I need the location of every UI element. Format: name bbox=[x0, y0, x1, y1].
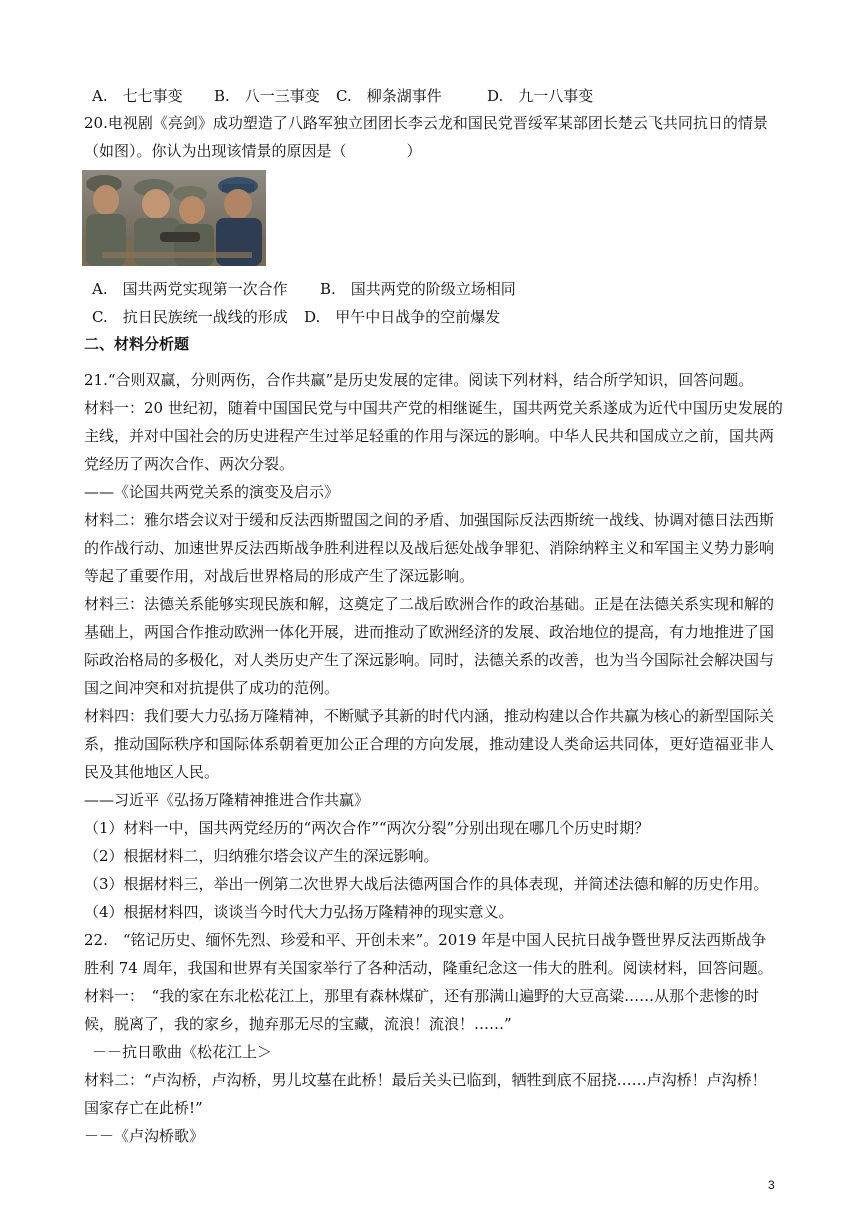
q21-material1-line2: 主线，并对中国社会的历史进程产生过举足轻重的作用与深远的影响。中华人民共和国成立之前，国共两 bbox=[84, 427, 775, 445]
q21-stem: 21.“合则双赢，分则两伤，合作共赢”是历史发展的定律。阅读下列材料，结合所学知识，回答问题。 bbox=[84, 371, 754, 389]
q19-option-a: A. 七七事变 bbox=[92, 87, 183, 105]
q21-material4-line3: 民及其他地区人民。 bbox=[84, 763, 220, 781]
page-number: 3 bbox=[768, 1178, 775, 1192]
q21-material4-line2: 系，推动国际秩序和国际体系朝着更加公正合理的方向发展，推动建设人类命运共同体，更好造福亚非人 bbox=[84, 735, 775, 753]
q21-material2-line3: 等起了重要作用，对战后世界格局的形成产生了深远影响。 bbox=[84, 567, 475, 585]
q21-material2-line1: 材料二：雅尔塔会议对于缓和反法西斯盟国之间的矛盾、加强国际反法西斯统一战线、协调对德日法西斯 bbox=[84, 511, 775, 529]
q22-material2-source: －－《卢沟桥歌》 bbox=[84, 1127, 205, 1145]
q21-material4-source: ——习近平《弘扬万隆精神推进合作共赢》 bbox=[84, 791, 370, 809]
q21-material2-line2: 的作战行动、加速世界反法西斯战争胜利进程以及战后惩处战争罪犯、消除纳粹主义和军国主义势力影响 bbox=[84, 539, 775, 557]
q20-stem-line2: （如图）。你认为出现该情景的原因是（ ） bbox=[84, 142, 422, 160]
q20-option-a: A. 国共两党实现第一次合作 bbox=[92, 280, 288, 298]
q20-option-b: B. 国共两党的阶级立场相同 bbox=[320, 280, 516, 298]
q21-material3-line2: 基础上，两国合作推动欧洲一体化开展，进而推动了欧洲经济的发展、政治地位的提高，有力地推进了国 bbox=[84, 623, 775, 641]
q19-option-b: B. 八一三事变 bbox=[214, 87, 320, 105]
q22-material1-line2: 候，脱离了，我的家乡，抛弃那无尽的宝藏，流浪！流浪！……” bbox=[84, 1015, 512, 1033]
q21-subquestion-2: （2）根据材料二，归纳雅尔塔会议产生的深远影响。 bbox=[84, 847, 439, 865]
q22-material1-source: －－抗日歌曲《松花江上＞ bbox=[92, 1043, 273, 1061]
q19-option-d: D. 九一八事变 bbox=[487, 87, 594, 105]
q21-material1-line1: 材料一：20 世纪初，随着中国国民党与中国共产党的相继诞生，国共两党关系遂成为近代中国历史发展的 bbox=[84, 399, 783, 417]
q21-material3-line1: 材料三：法德关系能够实现民族和解，这奠定了二战后欧洲合作的政治基础。正是在法德关系实现和解的 bbox=[84, 595, 775, 613]
q20-option-c: C. 抗日民族统一战线的形成 bbox=[92, 308, 288, 326]
q22-material2-line2: 国家存亡在此桥!” bbox=[84, 1099, 203, 1117]
q21-material4-line1: 材料四：我们要大力弘扬万隆精神，不断赋予其新的时代内涵，推动构建以合作共赢为核心的新型国际关 bbox=[84, 707, 775, 725]
q21-subquestion-1: （1）材料一中，国共两党经历的“两次合作”“两次分裂”分别出现在哪几个历史时期？ bbox=[84, 819, 650, 837]
q21-subquestion-3: （3）根据材料三，举出一例第二次世界大战后法德两国合作的具体表现，并简述法德和解的历史作用。 bbox=[84, 875, 769, 893]
section-title: 二、材料分析题 bbox=[84, 335, 190, 353]
q22-material1-line1: 材料一： “我的家在东北松花江上，那里有森林煤矿，还有那满山遍野的大豆高粱……从那个悲惨的时 bbox=[84, 987, 760, 1005]
q19-option-c: C. 柳条湖事件 bbox=[336, 87, 442, 105]
drama-still-photo bbox=[82, 170, 266, 266]
q22-stem-line1: 22. “铭记历史、缅怀先烈、珍爱和平、开创未来”。2019 年是中国人民抗日战争暨世界反法西斯战争 bbox=[84, 931, 767, 949]
q21-subquestion-4: （4）根据材料四，谈谈当今时代大力弘扬万隆精神的现实意义。 bbox=[84, 903, 514, 921]
q21-material3-line3: 际政治格局的多极化，对人类历史产生了深远影响。同时，法德关系的改善，也为当今国际社会解决国与 bbox=[84, 651, 775, 669]
q22-stem-line2: 胜利 74 周年，我国和世界有关国家举行了各种活动，隆重纪念这一伟大的胜利。阅读材料，回答问题。 bbox=[84, 959, 773, 977]
q20-option-d: D. 甲午中日战争的空前爆发 bbox=[304, 308, 501, 326]
q21-material1-line3: 党经历了两次合作、两次分裂。 bbox=[84, 455, 295, 473]
q21-material1-source: ——《论国共两党关系的演变及启示》 bbox=[84, 483, 340, 501]
q21-material3-line4: 国之间冲突和对抗提供了成功的范例。 bbox=[84, 679, 340, 697]
q20-stem-line1: 20.电视剧《亮剑》成功塑造了八路军独立团团长李云龙和国民党晋绥军某部团长楚云飞共同抗日的情景 bbox=[84, 114, 768, 132]
q22-material2-line1: 材料二：“卢沟桥，卢沟桥，男儿坟墓在此桥！最后关头已临到，牺牲到底不屈挠……卢沟桥！卢沟桥！ bbox=[84, 1071, 767, 1089]
